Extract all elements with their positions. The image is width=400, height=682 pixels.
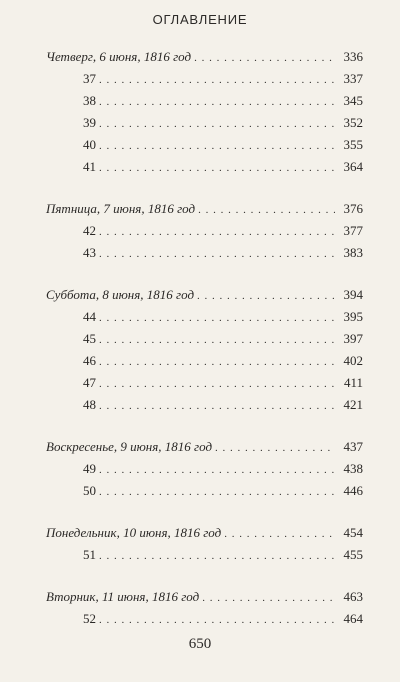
page-ref: 454 — [343, 525, 363, 540]
chapter-number: 45 — [83, 331, 96, 346]
chapter-number: 40 — [83, 137, 96, 152]
day-title: Воскресенье, 9 июня, 1816 год — [46, 439, 213, 454]
dot-leader — [99, 113, 335, 135]
toc-chapter-entry — [46, 394, 363, 416]
dot-leader — [99, 481, 335, 503]
page-ref: 376 — [343, 201, 363, 216]
page-ref: 395 — [343, 309, 363, 324]
toc-section — [46, 46, 363, 178]
day-title: Вторник, 11 июня, 1816 год — [46, 589, 200, 604]
page-ref: 464 — [343, 611, 363, 626]
chapter-number: 48 — [83, 397, 96, 412]
dot-leader — [99, 307, 335, 329]
toc-chapter-entry — [46, 220, 363, 242]
toc-chapter-entry — [46, 156, 363, 178]
toc-day-entry — [46, 586, 363, 608]
dot-leader — [198, 199, 335, 221]
dot-leader — [99, 351, 335, 373]
toc-section — [46, 586, 363, 630]
page-ref: 352 — [343, 115, 363, 130]
toc-section — [46, 284, 363, 416]
toc-day-entry — [46, 436, 363, 458]
page-ref: 383 — [343, 245, 363, 260]
dot-leader — [99, 545, 335, 567]
toc-section — [46, 436, 363, 502]
running-head: ОГЛАВЛЕНИЕ — [152, 12, 248, 27]
toc-chapter-entry — [46, 90, 363, 112]
toc-day-entry — [46, 522, 363, 544]
day-title: Четверг, 6 июня, 1816 год — [46, 49, 192, 64]
chapter-number: 47 — [83, 375, 96, 390]
chapter-number: 46 — [83, 353, 96, 368]
page-ref: 421 — [343, 397, 363, 412]
chapter-number: 44 — [83, 309, 96, 324]
dot-leader — [215, 437, 335, 459]
chapter-number: 39 — [83, 115, 96, 130]
dot-leader — [197, 285, 335, 307]
page-ref: 377 — [343, 223, 363, 238]
dot-leader — [99, 243, 335, 265]
page-number: 650 — [188, 636, 212, 652]
dot-leader — [99, 135, 335, 157]
chapter-number: 37 — [83, 71, 96, 86]
dot-leader — [99, 221, 335, 243]
toc-chapter-entry — [46, 68, 363, 90]
day-title: Суббота, 8 июня, 1816 год — [46, 287, 195, 302]
page-ref: 336 — [343, 49, 363, 64]
chapter-number: 52 — [83, 611, 96, 626]
table-of-contents — [46, 46, 363, 630]
toc-chapter-entry — [46, 372, 363, 394]
page-ref: 411 — [343, 375, 363, 390]
page-ref: 345 — [343, 93, 363, 108]
dot-leader — [99, 373, 335, 395]
page-ref: 437 — [343, 439, 363, 454]
page-ref: 355 — [343, 137, 363, 152]
page-ref: 364 — [343, 159, 363, 174]
dot-leader — [99, 329, 335, 351]
dot-leader — [99, 91, 335, 113]
chapter-number: 49 — [83, 461, 96, 476]
page-ref: 446 — [343, 483, 363, 498]
dot-leader — [99, 157, 335, 179]
chapter-number: 41 — [83, 159, 96, 174]
toc-day-entry — [46, 46, 363, 68]
day-title: Понедельник, 10 июня, 1816 год — [46, 525, 222, 540]
toc-chapter-entry — [46, 112, 363, 134]
page-ref: 394 — [343, 287, 363, 302]
toc-chapter-entry — [46, 242, 363, 264]
chapter-number: 51 — [83, 547, 96, 562]
toc-section — [46, 522, 363, 566]
toc-section — [46, 198, 363, 264]
toc-chapter-entry — [46, 544, 363, 566]
toc-chapter-entry — [46, 480, 363, 502]
toc-chapter-entry — [46, 350, 363, 372]
chapter-number: 38 — [83, 93, 96, 108]
page-ref: 463 — [343, 589, 363, 604]
page-ref: 455 — [343, 547, 363, 562]
dot-leader — [194, 47, 335, 69]
toc-day-entry — [46, 284, 363, 306]
dot-leader — [99, 609, 335, 631]
day-title: Пятница, 7 июня, 1816 год — [46, 201, 196, 216]
toc-chapter-entry — [46, 328, 363, 350]
page-ref: 397 — [343, 331, 363, 346]
chapter-number: 43 — [83, 245, 96, 260]
toc-chapter-entry — [46, 608, 363, 630]
chapter-number: 42 — [83, 223, 96, 238]
page-ref: 438 — [343, 461, 363, 476]
toc-chapter-entry — [46, 458, 363, 480]
dot-leader — [99, 395, 335, 417]
toc-chapter-entry — [46, 134, 363, 156]
toc-day-entry — [46, 198, 363, 220]
page-ref: 337 — [343, 71, 363, 86]
dot-leader — [202, 587, 335, 609]
chapter-number: 50 — [83, 483, 96, 498]
dot-leader — [224, 523, 335, 545]
dot-leader — [99, 459, 335, 481]
toc-chapter-entry — [46, 306, 363, 328]
dot-leader — [99, 69, 335, 91]
page-ref: 402 — [343, 353, 363, 368]
